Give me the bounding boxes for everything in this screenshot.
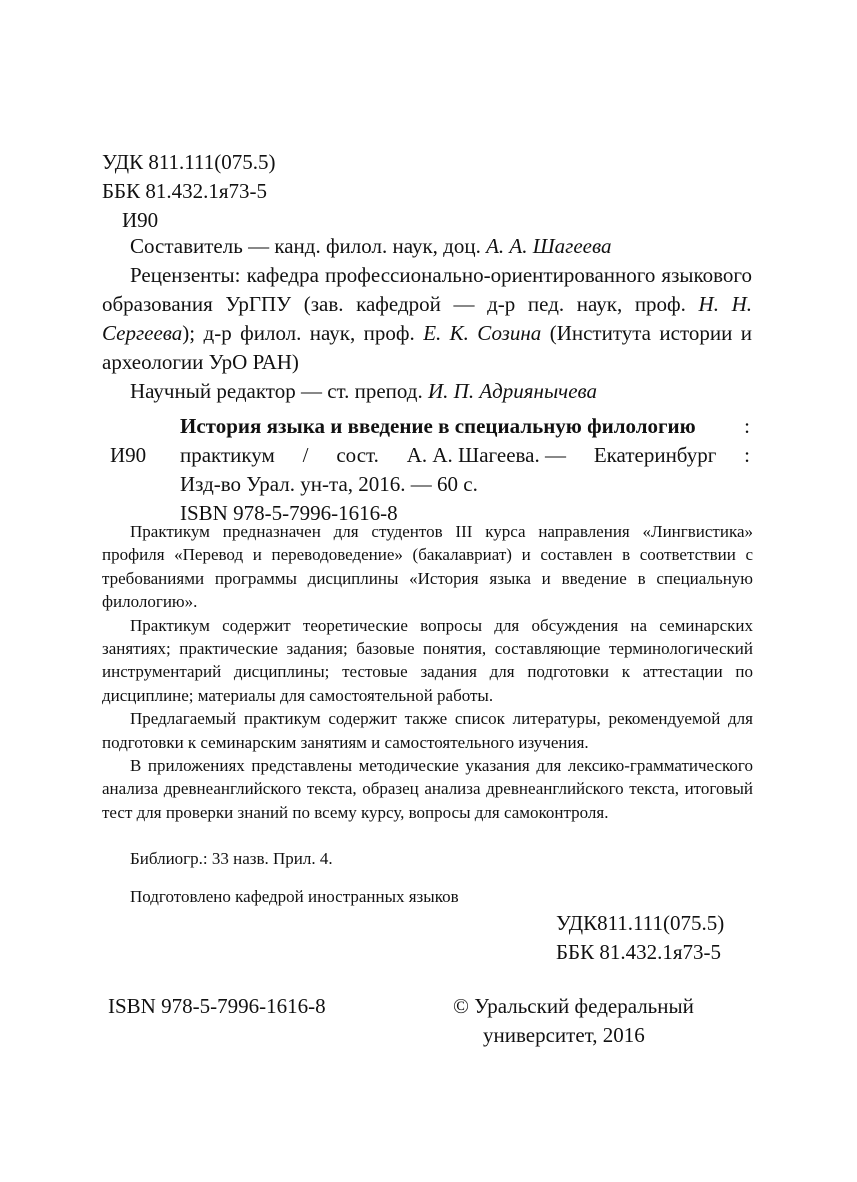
title-separator: : (744, 414, 750, 438)
editor-label: Научный редактор — ст. препод. (130, 379, 428, 403)
record-slash: / (302, 443, 309, 467)
abstract-paragraph: Предлагаемый практикум содержит также список литературы, рекомендуемой для подготовки к семинарским занятиям и самостоятельного изучения. (102, 709, 753, 752)
record-title-line (180, 412, 750, 441)
record-compiler: А. А. Шагеева. — (406, 443, 566, 467)
bibliography-note: Библиогр.: 33 назв. Прил. 4. (130, 849, 333, 868)
compiler-line (102, 232, 752, 261)
reviewers-end: (Института истории и археологии УрО РАН) (102, 321, 752, 374)
compiler-name: А. А. Шагеева (486, 234, 612, 258)
record-author-mark: И90 (110, 443, 147, 467)
book-title: История языка и введение в специальную филологию (180, 414, 696, 438)
reviewers-line (102, 261, 752, 377)
copyright-line-1: © Уральский федеральный (453, 994, 694, 1018)
udk-code-right: УДК811.111(075.5) (556, 911, 725, 935)
contributors-block (102, 232, 752, 406)
abstract-paragraph: Практикум предназначен для студентов III курса направления «Лингвистика» профиля «Перевод и переводоведение» (бакалавриат) и составлен в соответствии с требованиями программы дисциплины «История языка и введение в специальную филологию». (102, 522, 753, 612)
editor-name: И. П. Адриянычева (428, 379, 597, 403)
bbk-code: ББК 81.432.1я73-5 (102, 179, 268, 203)
record-compiled: сост. (336, 443, 379, 467)
copyright-line-2: университет, 2016 (483, 1023, 645, 1047)
abstract (102, 520, 753, 824)
prepared-by: Подготовлено кафедрой иностранных языков (130, 887, 459, 906)
record-type: практикум (180, 443, 275, 467)
editor-line (102, 377, 752, 406)
bibliographic-record (180, 412, 750, 528)
udk-code: УДК 811.111(075.5) (102, 150, 276, 174)
record-colon: : (744, 443, 750, 467)
record-isbn: ISBN 978-5-7996-1616-8 (180, 501, 398, 525)
author-mark: И90 (122, 208, 159, 232)
abstract-paragraph: В приложениях представлены методические указания для лексико-грамматического анализа древнеанглийского текста, образец анализа древнеанглийского текста, итоговый тест для проверки знаний по всему курсу, вопросы для самоконтроля. (102, 756, 753, 822)
classification-codes-right (556, 909, 724, 967)
reviewers-mid: ); д-р филол. наук, проф. (182, 321, 424, 345)
record-city: Екатеринбург (593, 443, 717, 467)
compiler-label: Составитель — канд. филол. наук, доц. (130, 234, 487, 258)
abstract-paragraph: Практикум содержит теоретические вопросы для обсуждения на семинарских занятиях; практические задания; базовые понятия, составляющие терминологический инструментарий дисциплины; тестовые задания для подготовки к аттестации по дисциплине; материалы для самостоятельной работы. (102, 615, 753, 705)
bbk-code-right: ББК 81.432.1я73-5 (556, 940, 722, 964)
isbn-footer: ISBN 978-5-7996-1616-8 (108, 994, 326, 1018)
record-line-2 (180, 441, 750, 470)
classification-codes (102, 148, 275, 235)
reviewers-label: Рецензенты: кафедра профессионально-ориентированного языкового образования УрГПУ (зав. кафедрой — д-р пед. наук, проф. (102, 263, 752, 316)
reviewer1-name: Н. Н. Сергеева (102, 292, 752, 345)
record-publisher: Изд-во Урал. ун-та, 2016. — 60 с. (180, 472, 478, 496)
reviewer2-name: Е. К. Созина (423, 321, 542, 345)
copyright-notice (453, 992, 694, 1050)
